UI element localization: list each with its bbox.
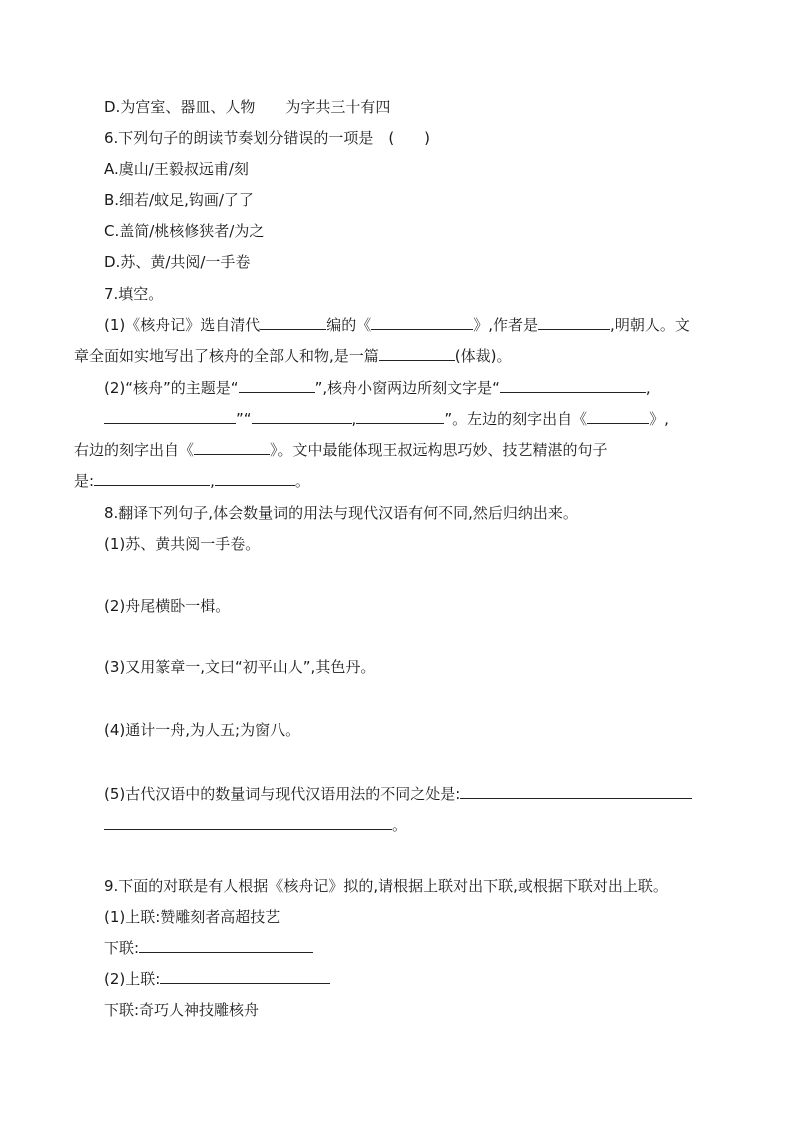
q8-stem: 8.翻译下列句子,体会数量词的用法与现代汉语有何不同,然后归纳出来。 [104, 504, 578, 522]
blank-genre[interactable] [379, 346, 455, 361]
q9-couplet2-upper [104, 969, 330, 989]
q7-text: , [351, 410, 357, 428]
q5-option-d: D.为宫室、器皿、人物 为字共三十有四 [104, 98, 391, 116]
q7-text: ”。左边的刻字出自《 [444, 410, 588, 428]
q7-text: ,明朝人。文 [610, 316, 690, 334]
q9-text: 下联: [104, 939, 140, 957]
blank-left-source[interactable] [587, 409, 649, 424]
blank-lower-couplet[interactable] [139, 938, 313, 953]
q7-text: (2)“核舟”的主题是“ [104, 379, 239, 397]
q8-sentence-5-cont [104, 815, 407, 835]
q7-text: , [210, 472, 215, 490]
blank-editor[interactable] [260, 315, 326, 330]
q9-text: (2)上联: [104, 970, 161, 988]
q7-text: 是: [74, 472, 95, 490]
blank-upper-couplet[interactable] [160, 969, 330, 984]
blank-author[interactable] [538, 315, 610, 330]
q7-text: 》,作者是 [473, 316, 539, 334]
q6-option-c: C.盖简/桃核修狭者/为之 [104, 222, 265, 240]
q7-text: ”,核舟小窗两边所刻文字是“ [314, 379, 500, 397]
q7-part1-line1 [104, 315, 690, 335]
q8-text: (5)古代汉语中的数量词与现代汉语用法的不同之处是: [104, 785, 461, 803]
q8-sentence-3: (3)又用篆章一,文曰“初平山人”,其色丹。 [104, 658, 376, 676]
q7-part1-line2 [74, 346, 512, 366]
q8-text: 。 [392, 816, 408, 834]
q7-text: 编的《 [326, 316, 372, 334]
q7-part2-line1 [104, 378, 651, 398]
q7-stem: 7.填空。 [104, 285, 164, 303]
q7-text: 右边的刻字出自《 [74, 441, 195, 459]
blank-right-source[interactable] [194, 440, 270, 455]
q7-part2-line4 [74, 471, 310, 491]
blank-window-text-3[interactable] [252, 409, 352, 424]
q7-part2-line3 [74, 440, 608, 460]
q9-couplet1-lower [104, 938, 313, 958]
blank-sentence-1[interactable] [94, 471, 210, 486]
q7-text: , [645, 379, 651, 397]
q9-couplet1-upper: (1)上联:赞雕刻者高超技艺 [104, 908, 281, 926]
blank-window-text-1[interactable] [500, 378, 646, 393]
q8-sentence-5 [104, 784, 692, 804]
q8-sentence-4: (4)通计一舟,为人五;为窗八。 [104, 721, 301, 739]
q7-text: 章全面如实地写出了核舟的全部人和物,是一篇 [74, 347, 379, 365]
q9-couplet2-lower: 下联:奇巧人神技雕核舟 [104, 1001, 260, 1019]
q7-text: 》。文中最能体现王叔远构思巧妙、技艺精湛的句子 [270, 441, 608, 459]
q7-text: (1)《核舟记》选自清代 [104, 316, 261, 334]
blank-window-text-2[interactable] [104, 409, 236, 424]
blank-summary-2[interactable] [104, 815, 392, 830]
q6-option-a: A.虞山/王毅叔远甫/刻 [104, 160, 249, 178]
q6-option-b: B.细若/蚊足,钩画/了了 [104, 191, 254, 209]
blank-summary-1[interactable] [460, 784, 692, 799]
q8-sentence-1: (1)苏、黄共阅一手卷。 [104, 535, 261, 553]
q7-part2-line2 [104, 409, 669, 429]
blank-sentence-2[interactable] [215, 471, 295, 486]
q6-stem: 6.下列句子的朗读节奏划分错误的一项是 ( ) [104, 129, 431, 147]
blank-theme[interactable] [239, 378, 315, 393]
blank-book-title[interactable] [371, 315, 473, 330]
q8-sentence-2: (2)舟尾横卧一楫。 [104, 597, 231, 615]
q7-text: 。 [294, 472, 310, 490]
q7-text: ”“ [236, 410, 252, 428]
q6-option-d: D.苏、黄/共阅/一手卷 [104, 253, 251, 271]
q9-stem: 9.下面的对联是有人根据《核舟记》拟的,请根据上联对出下联,或根据下联对出上联。 [104, 877, 668, 895]
q7-text: 》, [649, 410, 669, 428]
blank-window-text-4[interactable] [356, 409, 444, 424]
q7-text: (体裁)。 [454, 347, 512, 365]
